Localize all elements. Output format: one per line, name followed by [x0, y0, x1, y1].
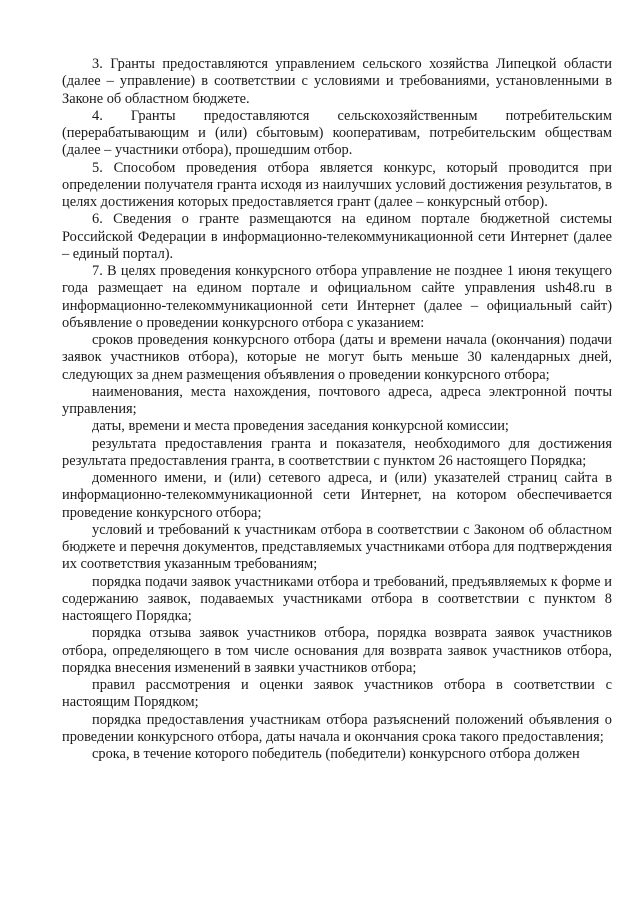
list-item-commission-meeting: даты, времени и места проведения заседания конкурсной комиссии; — [92, 418, 509, 435]
list-item-domain: доменного имени, и (или) сетевого адреса, и (или) указателей страниц сайта в информационно-телекоммуникационной сети Интернет, на котором обеспечивается проведение конкурсного отбора; — [62, 470, 612, 521]
list-item-deadlines: сроков проведения конкурсного отбора (даты и времени начала (окончания) подачи заявок участников отбора), которые не могут быть меньше 30 календарных дней, следующих за днем размещения объявления о проведении конкурсного отбора; — [62, 332, 612, 383]
paragraph-5: 5. Способом проведения отбора является конкурс, который проводится при определении получателя гранта исходя из наилучших условий достижения результатов, в целях достижения которых предоставляется грант (далее – конкурсный отбор). — [62, 159, 612, 210]
paragraph-7: 7. В целях проведения конкурсного отбора управление не позднее 1 июня текущего года размещает на едином портале и официальном сайте управления ush48.ru в информационно-телекоммуникационной сети Интернет (далее – официальный сайт) объявление о проведении конкурсного отбора с указанием: — [62, 263, 612, 331]
document-page — [62, 56, 612, 763]
list-item-withdrawal-order: порядка отзыва заявок участников отбора, порядка возврата заявок участников отбора, определяющего в том числе основания для возврата заявок участников отбора, порядка внесения изменений в заявки участников отбора; — [62, 625, 612, 676]
paragraph-3: 3. Гранты предоставляются управлением сельского хозяйства Липецкой области (далее – управление) в соответствии с условиями и требованиями, установленными в Законе об областном бюджете. — [62, 56, 612, 107]
paragraph-6: 6. Сведения о гранте размещаются на едином портале бюджетной системы Российской Федерации в информационно-телекоммуникационной сети Интернет (далее – единый портал). — [62, 211, 612, 262]
list-item-clarifications: порядка предоставления участникам отбора разъяснений положений объявления о проведении конкурсного отбора, даты начала и окончания срока такого предоставления; — [62, 711, 612, 745]
paragraph-4: 4. Гранты предоставляются сельскохозяйственным потребительским (перерабатывающим и (или) сбытовым) кооперативам, потребительским обществам (далее – участники отбора), прошедшим отбор. — [62, 107, 612, 159]
list-item-review-rules: правил рассмотрения и оценки заявок участников отбора в соответствии с настоящим Порядком; — [62, 677, 612, 711]
list-item-result: результата предоставления гранта и показателя, необходимого для достижения результата предоставления гранта, в соответствии с пунктом 26 настоящего Порядка; — [62, 435, 612, 469]
list-item-winner-term: срока, в течение которого победитель (победители) конкурсного отбора должен — [92, 746, 580, 762]
list-item-contacts: наименования, места нахождения, почтового адреса, адреса электронной почты управления; — [62, 383, 612, 417]
list-item-requirements: условий и требований к участникам отбора в соответствии с Законом об областном бюджете и перечня документов, представляемых участниками отбора для подтверждения их соответствия указанным требованиям; — [62, 521, 612, 573]
list-item-submission-order: порядка подачи заявок участниками отбора и требований, предъявляемых к форме и содержанию заявок, подаваемых участниками отбора в соответствии с пунктом 8 настоящего Порядка; — [62, 573, 612, 624]
